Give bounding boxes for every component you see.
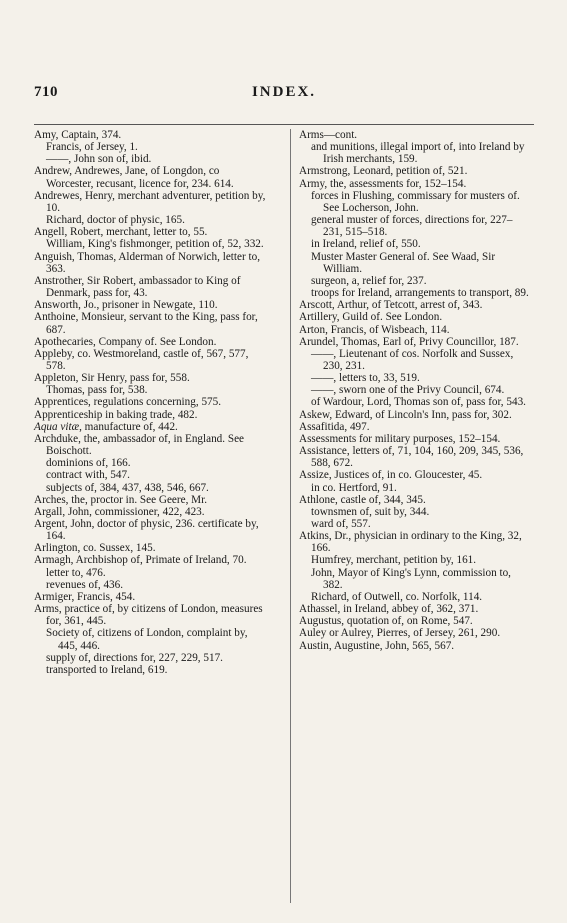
index-entry: Artillery, Guild of. See London. xyxy=(299,311,443,324)
index-entry: Argall, John, commissioner, 422, 423. xyxy=(34,505,205,518)
index-entry: Andrewes, Henry, merchant adventurer, petition by, 10. xyxy=(34,189,266,214)
index-entry: Apprenticeship in baking trade, 482. xyxy=(34,408,198,421)
index-entry: subjects of, 384, 437, 438, 546, 667. xyxy=(46,481,209,494)
index-entry: Argent, John, doctor of physic, 236. certificate by, 164. xyxy=(34,518,259,543)
index-entry: Arms, practice of, by citizens of London, measures for, 361, 445. xyxy=(34,603,263,628)
index-entry: Apprentices, regulations concerning, 575. xyxy=(34,396,222,409)
index-entry: Angell, Robert, merchant, letter to, 55. xyxy=(34,226,208,239)
index-entry: Thomas, pass for, 538. xyxy=(46,384,148,397)
index-entry: revenues of, 436. xyxy=(46,578,124,591)
index-entry: Anguish, Thomas, Alderman of Norwich, letter to, 363. xyxy=(34,250,260,275)
index-entry: William, King's fishmonger, petition of, 52, 332. xyxy=(46,238,264,251)
index-entry: in Ireland, relief of, 550. xyxy=(311,238,421,251)
index-entry: ——, Lieutenant of cos. Norfolk and Sussex, 230, 231. xyxy=(311,347,514,372)
index-entry: ——, John son of, ibid. xyxy=(46,153,152,166)
index-entry: Assafitida, 497. xyxy=(299,420,370,433)
index-entry: Richard, of Outwell, co. Norfolk, 114. xyxy=(311,590,483,603)
index-entry: Athassel, in Ireland, abbey of, 362, 371. xyxy=(299,603,479,616)
index-entry: Appleton, Sir Henry, pass for, 558. xyxy=(34,372,190,385)
index-entry: Armiger, Francis, 454. xyxy=(34,590,136,603)
index-entry: Armagh, Archbishop of, Primate of Ireland, 70. xyxy=(34,554,247,567)
index-entry: supply of, directions for, 227, 229, 517. xyxy=(46,651,223,664)
index-entry: surgeon, a, relief for, 237. xyxy=(311,274,427,287)
index-entry: Aqua vitæ, manufacture of, 442. xyxy=(34,420,178,433)
page-title: INDEX. xyxy=(251,84,317,100)
index-entry: Francis, of Jersey, 1. xyxy=(46,141,138,154)
index-entry: Answorth, Jo., prisoner in Newgate, 110. xyxy=(34,299,218,312)
index-entry: Society of, citizens of London, complaint by, 445, 446. xyxy=(46,627,248,652)
index-entry: Arms—cont. xyxy=(299,129,358,141)
index-entry: Auley or Aulrey, Pierres, of Jersey, 261, 290. xyxy=(299,627,501,640)
index-entry: Askew, Edward, of Lincoln's Inn, pass for, 302. xyxy=(299,408,512,421)
index-entry: Assize, Justices of, in co. Gloucester, 45. xyxy=(299,469,483,482)
column-divider xyxy=(290,129,291,903)
index-entry: Appleby, co. Westmoreland, castle of, 567, 577, 578. xyxy=(34,347,249,372)
index-entry: Anthoine, Monsieur, servant to the King, pass for, 687. xyxy=(34,311,258,336)
index-entry: forces in Flushing, commissary for musters of. See Locherson, John. xyxy=(311,189,520,214)
index-entry: in co. Hertford, 91. xyxy=(311,481,397,494)
index-entry: Assistance, letters of, 71, 104, 160, 209, 345, 536, 588, 672. xyxy=(299,445,524,470)
index-entry: Andrew, Andrewes, Jane, of Longdon, co Worcester, recusant, licence for, 234. 614. xyxy=(34,165,234,190)
index-entry: transported to Ireland, 619. xyxy=(46,663,168,676)
index-entry: Arundel, Thomas, Earl of, Privy Councillor, 187. xyxy=(299,335,519,348)
page-header xyxy=(34,84,534,106)
index-entry: Armstrong, Leonard, petition of, 521. xyxy=(299,165,468,178)
index-entry: Arlington, co. Sussex, 145. xyxy=(34,542,156,555)
index-entry: contract with, 547. xyxy=(46,469,130,482)
index-entry: Humfrey, merchant, petition by, 161. xyxy=(311,554,477,567)
index-entry: John, Mayor of King's Lynn, commission to, 382. xyxy=(311,566,511,591)
index-entry: townsmen of, suit by, 344. xyxy=(311,505,430,518)
index-entry: of Wardour, Lord, Thomas son of, pass for, 543. xyxy=(311,396,526,409)
index-entry: Arches, the, proctor in. See Geere, Mr. xyxy=(34,493,208,506)
index-entry: Atkins, Dr., physician in ordinary to the King, 32, 166. xyxy=(299,530,522,555)
index-entry: Arscott, Arthur, of Tetcott, arrest of, 343. xyxy=(299,299,483,312)
right-column xyxy=(299,129,531,652)
index-entry: Apothecaries, Company of. See London. xyxy=(34,335,217,348)
index-entry: ——, sworn one of the Privy Council, 674. xyxy=(311,384,505,397)
index-entry: Army, the, assessments for, 152–154. xyxy=(299,177,467,190)
index-entry: Austin, Augustine, John, 565, 567. xyxy=(299,639,455,652)
index-entry: letter to, 476. xyxy=(46,566,106,579)
index-entry: dominions of, 166. xyxy=(46,457,131,470)
index-entry: Athlone, castle of, 344, 345. xyxy=(299,493,426,506)
index-entry: Amy, Captain, 374. xyxy=(34,129,122,141)
header-rule xyxy=(34,124,534,125)
index-entry: general muster of forces, directions for, 227–231, 515–518. xyxy=(311,214,513,239)
index-entry: and munitions, illegal import of, into Ireland by Irish merchants, 159. xyxy=(311,141,525,166)
left-column xyxy=(34,129,266,676)
index-entry: Augustus, quotation of, on Rome, 547. xyxy=(299,615,473,628)
index-entry: Muster Master General of. See Waad, Sir William. xyxy=(311,250,496,275)
index-entry: ——, letters to, 33, 519. xyxy=(311,372,420,385)
index-entry: Archduke, the, ambassador of, in England. See Boischott. xyxy=(34,432,245,458)
index-entry: ward of, 557. xyxy=(311,518,371,530)
index-entry: Assessments for military purposes, 152–154. xyxy=(299,432,501,445)
index-entry: Arton, Francis, of Wisbeach, 114. xyxy=(299,323,450,336)
page-number: 710 xyxy=(34,84,58,100)
index-entry: Anstrother, Sir Robert, ambassador to King of Denmark, pass for, 43. xyxy=(34,274,241,300)
index-entry: Richard, doctor of physic, 165. xyxy=(46,214,185,227)
index-entry: troops for Ireland, arrangements to transport, 89. xyxy=(311,287,529,300)
